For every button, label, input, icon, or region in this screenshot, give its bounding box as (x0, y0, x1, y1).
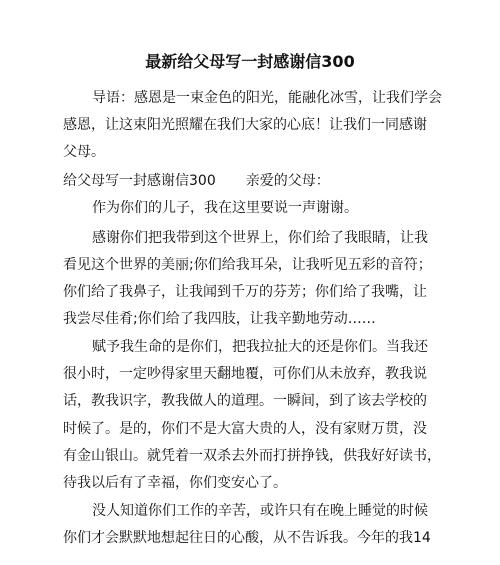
paragraph-3-line-4: 时候了。是的，你们不是大富大贵的人，没有家财万贯，没 (63, 421, 427, 437)
greeting: 亲爱的父母： (245, 173, 330, 189)
intro-line-1: 导语：感恩是一束金色的阳光，能融化冰雪，让我们学会 (92, 90, 442, 106)
paragraph-3-line-5: 有金山银山。就凭着一双杀去外而打拼挣钱，供我好好读书， (63, 448, 441, 464)
paragraph-4-line-2: 你们才会默默地想起往日的心酸，从不告诉我。今年的我14 (63, 530, 431, 546)
letter-title: 给父母写一封感谢信300 (63, 173, 216, 189)
intro-line-3: 父母。 (63, 144, 105, 160)
paragraph-2-line-1: 感谢你们把我带到这个世界上，你们给了我眼睛，让我 (92, 230, 428, 246)
paragraph-1-line-1: 作为你们的儿子，我在这里要说一声谢谢。 (92, 200, 358, 216)
paragraph-3-line-2: 很小时，一定吵得家里天翻地覆，可你们从未放弃，教我说 (63, 366, 427, 382)
letter-header (63, 171, 330, 191)
paragraph-2-line-2: 看见这个世界的美丽;你们给我耳朵，让我听见五彩的音符； (63, 257, 432, 273)
paragraph-2-line-4: 我尝尽佳肴;你们给了我四肢，让我辛勤地劳动…… (63, 311, 376, 327)
intro-line-2: 感恩，让这束阳光照耀在我们大家的心底！让我们一同感谢 (63, 117, 427, 133)
paragraph-3-line-1: 赋予我生命的是你们，把我拉扯大的还是你们。当我还 (92, 339, 428, 355)
paragraph-3-line-6: 待我以后有了幸福，你们变安心了。 (63, 475, 287, 491)
paragraph-4-line-1: 没人知道你们工作的辛苦，或许只有在晚上睡觉的时候 (92, 503, 428, 519)
paragraph-2-line-3: 你们给了我鼻子，让我闻到千万的芬芳；你们给了我嘴，让 (63, 284, 427, 300)
document-title: 最新给父母写一封感谢信300 (145, 52, 355, 71)
paragraph-3-line-3: 话，教我识字，教我做人的道理。一瞬间，到了该去学校的 (63, 393, 427, 409)
